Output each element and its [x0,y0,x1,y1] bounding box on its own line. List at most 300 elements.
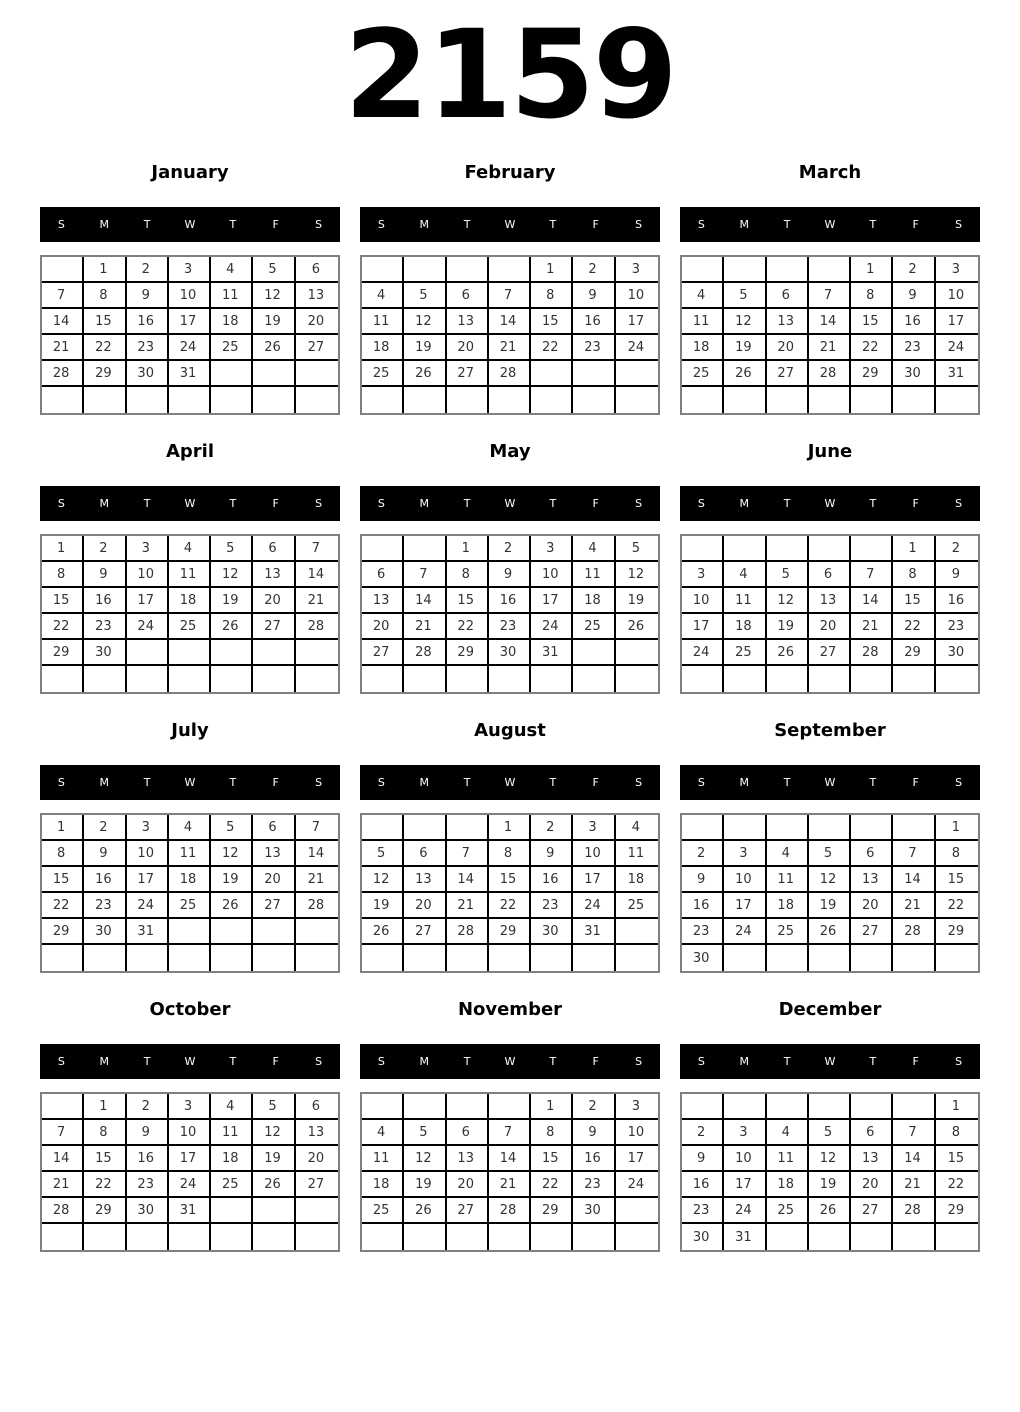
day-cell: 5 [767,562,809,588]
weekday-label: T [229,1055,237,1068]
weekday-header [40,486,340,521]
day-cell [616,1198,658,1224]
day-cell: 18 [724,614,766,640]
day-cell: 1 [893,536,935,562]
day-cell: 1 [851,257,893,283]
weekday-label: M [419,218,430,231]
day-cell: 4 [682,283,724,309]
weekday-label: F [592,776,599,789]
day-cell: 23 [573,335,615,361]
day-cell: 24 [724,1198,766,1224]
day-cell: 7 [851,562,893,588]
day-cell [84,945,126,971]
day-cell [616,666,658,692]
day-cell [211,361,253,387]
day-cell: 19 [724,335,766,361]
day-cell: 27 [253,614,295,640]
day-cell [616,361,658,387]
day-cell: 29 [936,919,978,945]
day-cell: 17 [616,1146,658,1172]
day-cell: 30 [893,361,935,387]
day-cell: 23 [84,614,126,640]
day-cell: 27 [447,361,489,387]
week-row [362,1198,658,1224]
weekday-label: S [697,497,705,510]
day-cell: 14 [851,588,893,614]
day-cell: 9 [573,1120,615,1146]
day-cell: 17 [936,309,978,335]
week-row [682,387,978,413]
weekday-label: S [955,218,963,231]
week-row [42,867,338,893]
day-cell: 18 [362,335,404,361]
day-cell [84,387,126,413]
day-cell: 1 [447,536,489,562]
day-cell [851,536,893,562]
day-cell: 8 [531,283,573,309]
week-row [42,1146,338,1172]
weekday-label: S [377,497,385,510]
day-cell: 25 [682,361,724,387]
week-row [42,893,338,919]
day-cell: 8 [851,283,893,309]
day-cell [809,945,851,971]
day-cell: 26 [809,1198,851,1224]
month-section [680,429,980,708]
day-cell: 9 [531,841,573,867]
day-cell: 20 [253,588,295,614]
weekday-label: T [783,776,791,789]
day-cell: 2 [893,257,935,283]
week-row [362,1172,658,1198]
month-table-body [42,1094,338,1250]
month-title: June [807,441,853,462]
day-cell: 10 [169,1120,211,1146]
day-cell: 30 [127,1198,169,1224]
day-cell: 22 [84,335,126,361]
day-cell: 17 [127,867,169,893]
week-row [682,815,978,841]
day-cell: 7 [489,1120,531,1146]
month-title: September [774,720,886,741]
day-cell [362,536,404,562]
day-cell [253,919,295,945]
week-row [362,1146,658,1172]
month-section [360,708,660,987]
day-cell: 19 [767,614,809,640]
day-cell [682,257,724,283]
month-table [680,813,980,973]
day-cell [296,666,338,692]
day-cell [253,387,295,413]
day-cell: 10 [616,283,658,309]
day-cell: 3 [169,257,211,283]
day-cell: 28 [404,640,446,666]
day-cell [851,387,893,413]
day-cell [573,666,615,692]
day-cell: 6 [851,1120,893,1146]
day-cell: 14 [893,1146,935,1172]
day-cell [169,945,211,971]
weekday-label: F [912,1055,919,1068]
day-cell: 16 [573,309,615,335]
week-row [42,335,338,361]
week-row [682,562,978,588]
day-cell: 2 [489,536,531,562]
week-row [362,919,658,945]
week-row [362,1120,658,1146]
month-title: August [474,720,546,741]
day-cell: 2 [682,1120,724,1146]
day-cell: 13 [809,588,851,614]
day-cell: 1 [84,257,126,283]
weekday-label: W [824,776,836,789]
day-cell: 28 [447,919,489,945]
day-cell [253,945,295,971]
day-cell [404,1224,446,1250]
day-cell: 26 [253,335,295,361]
weekday-label: W [184,497,196,510]
day-cell: 30 [531,919,573,945]
weekday-label: W [824,497,836,510]
day-cell: 2 [531,815,573,841]
day-cell: 24 [127,893,169,919]
week-row [682,1094,978,1120]
weekday-label: F [592,497,599,510]
day-cell: 21 [42,335,84,361]
weekday-header [40,207,340,242]
day-cell: 26 [616,614,658,640]
weekday-label: S [57,497,65,510]
day-cell: 7 [296,815,338,841]
day-cell [447,1224,489,1250]
day-cell: 6 [362,562,404,588]
day-cell: 30 [682,1224,724,1250]
day-cell: 15 [531,1146,573,1172]
day-cell: 8 [531,1120,573,1146]
month-title: October [149,999,231,1020]
day-cell: 30 [936,640,978,666]
weekday-label: S [57,776,65,789]
day-cell: 16 [127,309,169,335]
day-cell: 22 [936,1172,978,1198]
day-cell: 29 [42,919,84,945]
day-cell: 13 [767,309,809,335]
day-cell: 20 [362,614,404,640]
day-cell: 18 [767,1172,809,1198]
day-cell: 25 [169,893,211,919]
day-cell: 28 [42,361,84,387]
day-cell: 19 [404,335,446,361]
day-cell: 3 [616,257,658,283]
day-cell: 6 [447,283,489,309]
day-cell: 31 [531,640,573,666]
day-cell [809,536,851,562]
day-cell: 3 [531,536,573,562]
weekday-label: F [912,776,919,789]
weekday-label: S [635,218,643,231]
day-cell [531,1224,573,1250]
weekday-header [40,765,340,800]
month-table [360,534,660,694]
day-cell: 30 [489,640,531,666]
day-cell: 30 [84,919,126,945]
day-cell [767,945,809,971]
day-cell: 29 [42,640,84,666]
week-row [42,1094,338,1120]
day-cell: 24 [616,335,658,361]
day-cell: 25 [169,614,211,640]
week-row [362,640,658,666]
day-cell [362,945,404,971]
day-cell: 20 [404,893,446,919]
weekday-label: M [419,776,430,789]
weekday-label: M [739,497,750,510]
day-cell: 5 [616,536,658,562]
day-cell [851,945,893,971]
day-cell [169,666,211,692]
day-cell: 11 [211,1120,253,1146]
week-row [682,1172,978,1198]
day-cell: 12 [253,283,295,309]
day-cell: 4 [767,1120,809,1146]
day-cell: 26 [362,919,404,945]
day-cell: 10 [127,841,169,867]
week-row [362,666,658,692]
weekday-header [360,207,660,242]
day-cell: 11 [682,309,724,335]
day-cell: 28 [893,919,935,945]
week-row [362,588,658,614]
week-row [42,257,338,283]
day-cell: 21 [851,614,893,640]
weekday-label: W [504,776,516,789]
day-cell [404,257,446,283]
day-cell [362,387,404,413]
day-cell: 19 [362,893,404,919]
day-cell: 13 [296,283,338,309]
day-cell [127,945,169,971]
day-cell: 23 [682,1198,724,1224]
day-cell [489,1224,531,1250]
day-cell: 7 [893,1120,935,1146]
day-cell: 12 [362,867,404,893]
day-cell [893,387,935,413]
day-cell [809,666,851,692]
month-table-body [362,536,658,692]
day-cell [404,536,446,562]
day-cell [42,945,84,971]
day-cell: 7 [404,562,446,588]
weekday-header [680,486,980,521]
day-cell: 17 [724,893,766,919]
day-cell: 29 [489,919,531,945]
day-cell: 3 [127,536,169,562]
month-section [680,708,980,987]
day-cell: 9 [682,1146,724,1172]
day-cell: 5 [404,1120,446,1146]
day-cell [447,1094,489,1120]
weekday-label: S [635,497,643,510]
week-row [362,1224,658,1250]
day-cell: 18 [211,1146,253,1172]
day-cell: 23 [127,1172,169,1198]
day-cell [809,387,851,413]
day-cell: 31 [127,919,169,945]
day-cell: 12 [616,562,658,588]
day-cell [84,666,126,692]
day-cell [682,536,724,562]
day-cell: 3 [616,1094,658,1120]
weekday-label: S [635,776,643,789]
day-cell: 16 [84,867,126,893]
day-cell: 13 [362,588,404,614]
day-cell: 19 [809,893,851,919]
month-title: February [464,162,556,183]
day-cell: 21 [893,893,935,919]
day-cell: 19 [211,867,253,893]
day-cell: 21 [447,893,489,919]
day-cell: 21 [489,335,531,361]
weekday-label: M [739,776,750,789]
day-cell [573,361,615,387]
day-cell: 11 [767,867,809,893]
week-row [362,815,658,841]
month-table-body [362,815,658,971]
day-cell: 24 [169,335,211,361]
weekday-label: S [377,1055,385,1068]
month-section [360,429,660,708]
month-table-body [682,1094,978,1250]
day-cell [682,1094,724,1120]
week-row [362,309,658,335]
day-cell: 26 [253,1172,295,1198]
day-cell [211,1224,253,1250]
day-cell: 17 [682,614,724,640]
weekday-label: T [143,776,151,789]
day-cell [362,815,404,841]
day-cell [809,257,851,283]
day-cell [936,387,978,413]
day-cell: 25 [573,614,615,640]
week-row [362,841,658,867]
day-cell [253,361,295,387]
day-cell: 20 [851,893,893,919]
day-cell: 4 [169,815,211,841]
day-cell [767,1224,809,1250]
week-row [42,945,338,971]
week-row [42,309,338,335]
week-row [362,562,658,588]
day-cell [893,945,935,971]
day-cell: 3 [127,815,169,841]
week-row [42,1224,338,1250]
day-cell [682,387,724,413]
day-cell [127,1224,169,1250]
week-row [362,945,658,971]
weekday-label: W [824,218,836,231]
week-row [42,1198,338,1224]
day-cell [296,919,338,945]
day-cell: 14 [404,588,446,614]
day-cell [42,1094,84,1120]
day-cell: 16 [84,588,126,614]
day-cell: 27 [851,919,893,945]
day-cell: 10 [724,867,766,893]
day-cell [724,257,766,283]
week-row [682,1224,978,1250]
day-cell: 12 [767,588,809,614]
weekday-label: F [272,497,279,510]
day-cell: 18 [573,588,615,614]
weekday-label: T [783,1055,791,1068]
day-cell [296,1224,338,1250]
day-cell: 2 [84,815,126,841]
day-cell: 3 [682,562,724,588]
day-cell: 2 [127,257,169,283]
weekday-header [360,1044,660,1079]
month-section [40,150,340,429]
day-cell [531,945,573,971]
month-section [40,987,340,1266]
week-row [362,335,658,361]
day-cell [253,1198,295,1224]
day-cell: 20 [447,1172,489,1198]
weekday-label: F [592,1055,599,1068]
day-cell: 10 [616,1120,658,1146]
day-cell: 5 [211,536,253,562]
month-section [680,150,980,429]
day-cell: 31 [169,1198,211,1224]
day-cell: 26 [809,919,851,945]
day-cell [404,815,446,841]
day-cell: 9 [893,283,935,309]
weekday-header [680,765,980,800]
day-cell: 8 [936,841,978,867]
weekday-label: T [229,218,237,231]
day-cell: 13 [253,841,295,867]
day-cell: 13 [404,867,446,893]
day-cell [169,640,211,666]
day-cell [616,1224,658,1250]
day-cell: 31 [724,1224,766,1250]
calendar-grid [0,150,1020,1266]
day-cell: 22 [893,614,935,640]
week-row [362,361,658,387]
day-cell: 16 [531,867,573,893]
day-cell: 15 [84,1146,126,1172]
day-cell: 14 [296,562,338,588]
week-row [682,1120,978,1146]
day-cell: 19 [211,588,253,614]
day-cell: 28 [42,1198,84,1224]
day-cell: 17 [573,867,615,893]
day-cell: 14 [296,841,338,867]
day-cell [211,945,253,971]
week-row [682,1198,978,1224]
day-cell [616,640,658,666]
month-section [40,429,340,708]
day-cell: 13 [253,562,295,588]
day-cell: 28 [893,1198,935,1224]
weekday-label: M [99,218,110,231]
day-cell: 2 [936,536,978,562]
day-cell: 7 [893,841,935,867]
day-cell: 15 [84,309,126,335]
day-cell: 7 [447,841,489,867]
day-cell: 8 [42,841,84,867]
day-cell: 27 [851,1198,893,1224]
